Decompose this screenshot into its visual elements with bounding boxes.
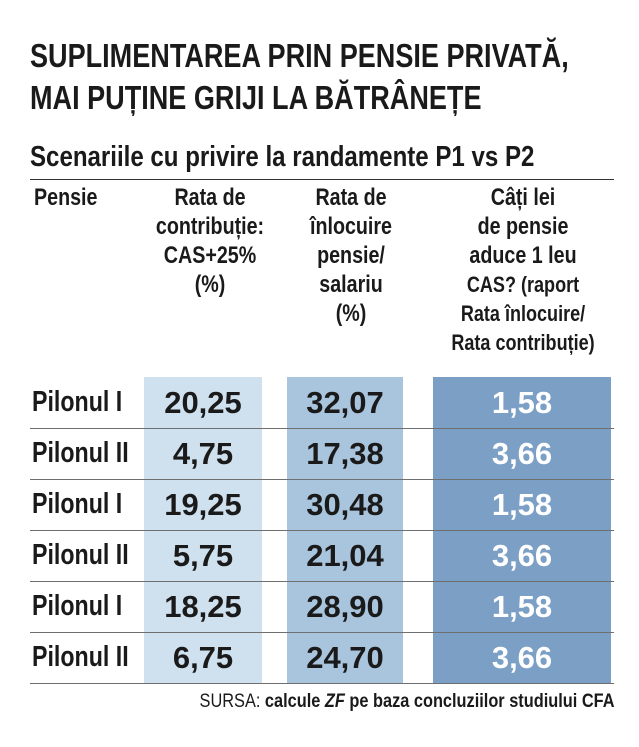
pensie-cell: Pilonul I bbox=[32, 488, 123, 520]
header-line: aduce 1 leu bbox=[469, 242, 577, 269]
rata-inlocuire-cell: 30,48 bbox=[306, 487, 384, 522]
table-subtitle: Scenariile cu privire la randamente P1 vs P2 bbox=[30, 141, 535, 173]
table-row bbox=[30, 428, 614, 479]
pensie-cell: Pilonul II bbox=[32, 539, 129, 571]
header-pensie bbox=[34, 183, 97, 212]
source-brand: ZF bbox=[324, 691, 345, 712]
rata-inlocuire-cell: 17,38 bbox=[306, 436, 384, 471]
source-label: SURSA: bbox=[199, 691, 260, 712]
header-line: Rata de bbox=[315, 184, 387, 211]
header-line: salariu bbox=[319, 271, 383, 298]
raport-cell: 1,58 bbox=[491, 589, 553, 624]
raport-cell: 3,66 bbox=[491, 538, 553, 573]
raport-cell: 3,66 bbox=[491, 436, 553, 471]
table-row bbox=[30, 632, 614, 683]
header-line: (%) bbox=[194, 271, 226, 298]
header-rata-inlocuire bbox=[298, 183, 405, 328]
header-line: CAS+25% bbox=[163, 242, 257, 269]
title-line-2: MAI PUȚINE GRIJI LA BĂTRÂNEȚE bbox=[30, 79, 482, 116]
rata-contributie-cell: 4,75 bbox=[172, 436, 234, 471]
table-row bbox=[30, 530, 614, 581]
header-line: CAS? (raport bbox=[466, 272, 580, 297]
header-line: Câți lei bbox=[490, 184, 556, 211]
rata-contributie-cell: 18,25 bbox=[164, 589, 242, 624]
source-text-a: calcule bbox=[264, 691, 320, 712]
source-note bbox=[30, 691, 614, 713]
title-line-1: SUPLIMENTAREA PRIN PENSIE PRIVATĂ, bbox=[30, 37, 569, 74]
rata-contributie-cell: 20,25 bbox=[164, 385, 242, 420]
header-line: (%) bbox=[335, 300, 367, 327]
raport-cell: 3,66 bbox=[491, 640, 553, 675]
rata-inlocuire-cell: 21,04 bbox=[306, 538, 384, 573]
header-line: Rata contribuție) bbox=[451, 330, 595, 355]
table-row bbox=[30, 377, 614, 428]
header-line: Rata de bbox=[174, 184, 246, 211]
rata-contributie-cell: 5,75 bbox=[172, 538, 234, 573]
rata-inlocuire-cell: 24,70 bbox=[306, 640, 384, 675]
table-row bbox=[30, 581, 614, 632]
header-pensie-label: Pensie bbox=[34, 184, 98, 211]
header-line: înlocuire bbox=[309, 213, 393, 240]
raport-cell: 1,58 bbox=[491, 487, 553, 522]
rata-contributie-cell: 19,25 bbox=[164, 487, 242, 522]
pensie-cell: Pilonul II bbox=[32, 641, 129, 673]
table-row bbox=[30, 479, 614, 530]
pensie-cell: Pilonul I bbox=[32, 386, 123, 418]
header-rata-contributie bbox=[153, 183, 268, 299]
header-line: pensie/ bbox=[317, 242, 385, 269]
pensie-cell: Pilonul II bbox=[32, 437, 129, 469]
header-raport bbox=[447, 183, 600, 357]
header-line: de pensie bbox=[477, 213, 569, 240]
source-text-b: pe baza concluziilor studiului CFA bbox=[348, 691, 614, 712]
raport-cell: 1,58 bbox=[491, 385, 553, 420]
header-line: contribuție: bbox=[155, 213, 265, 240]
header-top-divider bbox=[30, 179, 614, 180]
page-title bbox=[30, 35, 569, 119]
header-line: Rata înlocuire/ bbox=[460, 301, 586, 326]
rata-contributie-cell: 6,75 bbox=[172, 640, 234, 675]
pensie-cell: Pilonul I bbox=[32, 590, 123, 622]
row-divider bbox=[30, 683, 614, 684]
rata-inlocuire-cell: 32,07 bbox=[306, 385, 384, 420]
rata-inlocuire-cell: 28,90 bbox=[306, 589, 384, 624]
